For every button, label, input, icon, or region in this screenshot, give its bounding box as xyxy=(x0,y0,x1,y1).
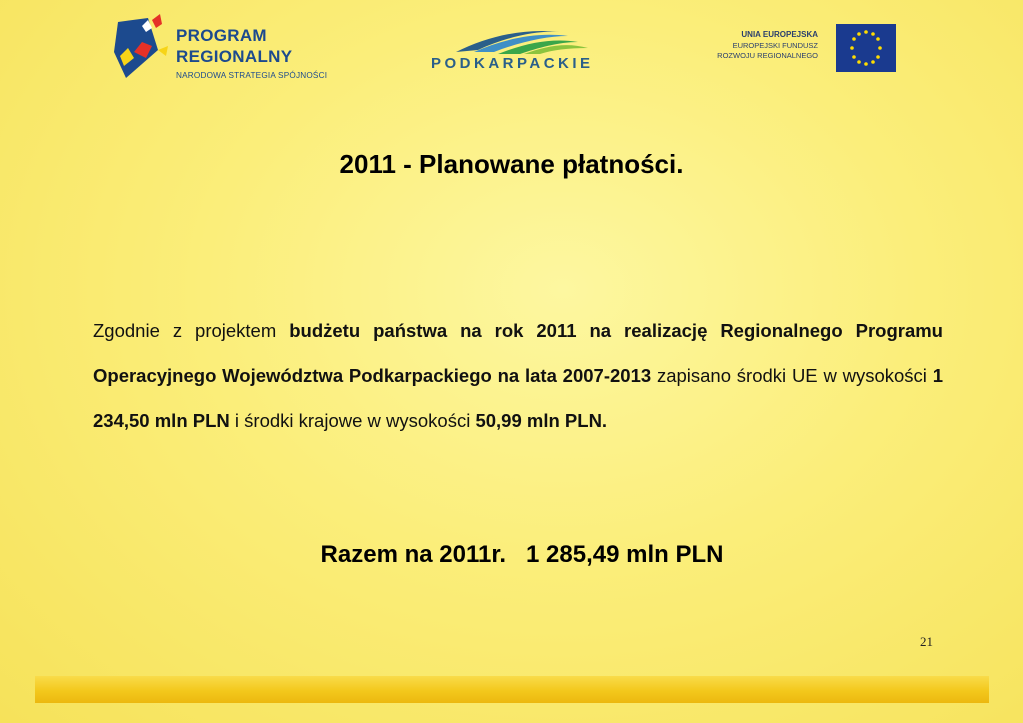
eu-line2: EUROPEJSKI FUNDUSZ xyxy=(732,40,818,50)
podkarpackie-wordmark: PODKARPACKIE xyxy=(431,55,594,72)
eu-logo-text xyxy=(717,30,818,62)
para-text-3: i środki krajowe w wysokości xyxy=(229,410,476,431)
program-regionalny-logo xyxy=(112,12,352,84)
program-regionalny-line1: PROGRAM xyxy=(176,26,267,45)
eu-logo xyxy=(694,22,900,74)
page-number: 21 xyxy=(920,634,933,649)
program-regionalny-subtitle: NARODOWA STRATEGIA SPÓJNOŚCI xyxy=(176,71,328,80)
total-line: Razem na 2011r. 1 285,49 mln PLN xyxy=(320,541,724,568)
para-bold-budget: budżetu państwa na rok 2011 na realizację Regionalnego Programu Operacyjnego Województwa Podkarpackiego na lata 2007-2013 xyxy=(93,320,943,386)
eu-line3: ROZWOJU REGIONALNEGO xyxy=(717,51,818,61)
para-text-1: Zgodnie z projektem xyxy=(93,320,290,341)
podkarpackie-hills-icon xyxy=(428,20,594,56)
para-bold-national-amount: 50,99 mln PLN. xyxy=(475,410,608,431)
para-text-2: zapisano środki UE w wysokości xyxy=(651,365,933,386)
slide-title: 2011 - Planowane płatności. xyxy=(339,149,684,179)
podkarpackie-logo xyxy=(428,20,594,76)
footer-band xyxy=(35,676,989,703)
program-regionalny-emblem-icon xyxy=(112,12,170,84)
body-paragraph xyxy=(93,308,943,443)
eu-line1: UNIA EUROPEJSKA xyxy=(741,30,818,39)
eu-flag-icon xyxy=(836,24,896,72)
program-regionalny-line2: REGIONALNY xyxy=(176,47,293,66)
para-bold-eu-amount: 1 234,50 mln PLN xyxy=(93,365,943,431)
